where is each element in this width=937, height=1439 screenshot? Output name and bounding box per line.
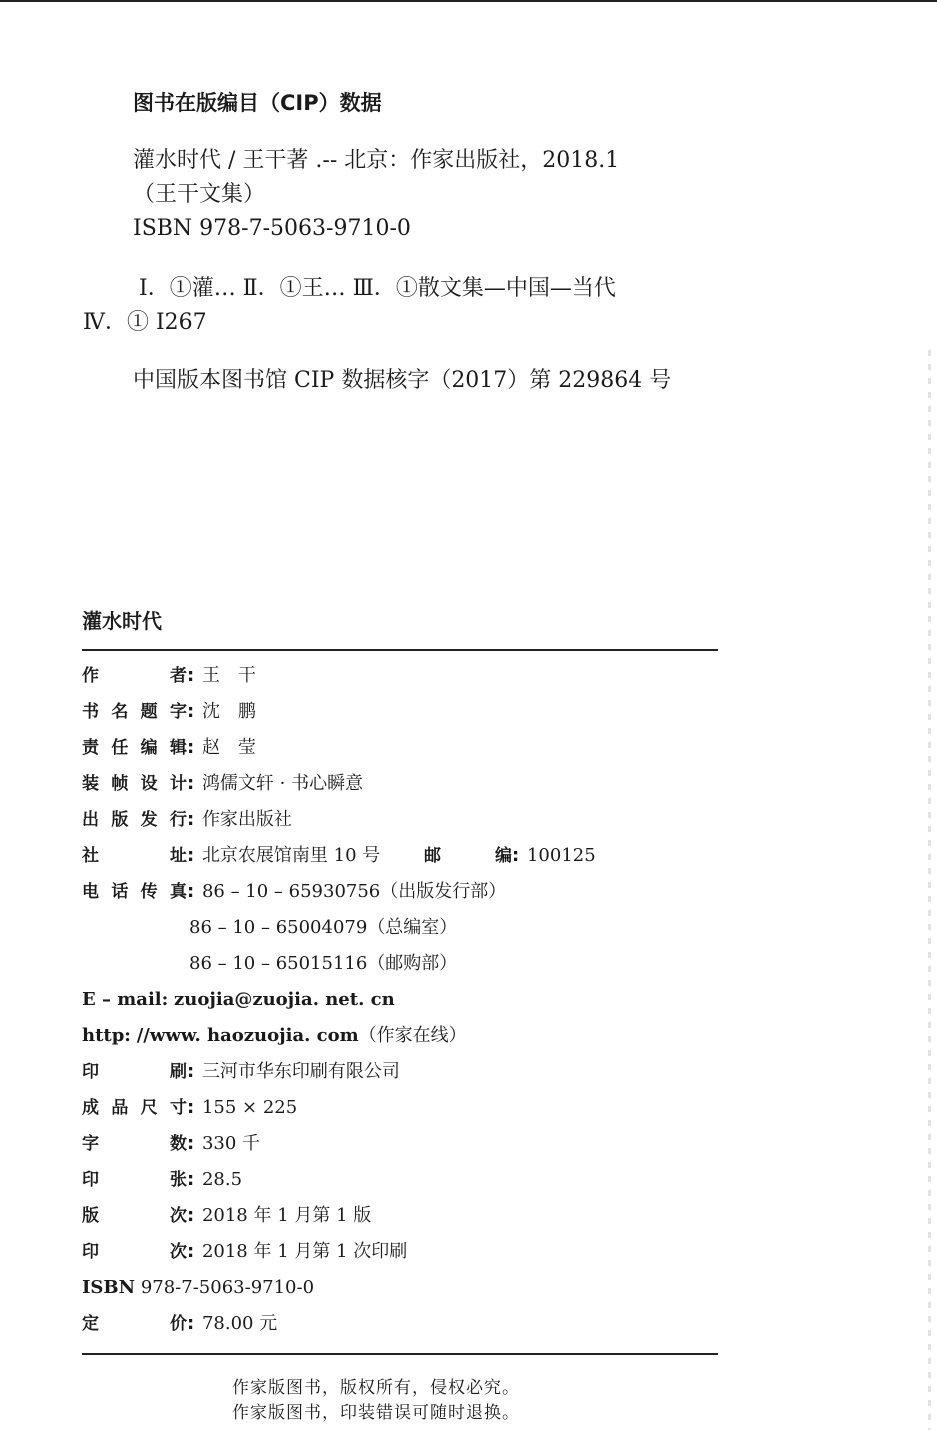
copyright-notice (232, 1376, 520, 1426)
row-edition: 版次: 2018 年 1 月第 1 版 (82, 1198, 722, 1234)
row-price: 定价: 78.00 元 (82, 1306, 722, 1342)
publisher-label: 出版发行 (82, 810, 187, 830)
sheets-label: 印张 (82, 1170, 187, 1190)
edition-value: 2018 年 1 月第 1 版 (201, 1205, 372, 1226)
isbn-label: ISBN (82, 1277, 136, 1298)
row-design: 装帧设计: 鸿儒文轩 · 书心瞬意 (82, 766, 722, 802)
row-publisher: 出版发行: 作家出版社 (82, 802, 722, 838)
row-phone: 电话传真: 86 – 10 – 65930756（出版发行部） (82, 874, 722, 910)
row-calligraphy: 书名题字: 沈 鹏 (82, 694, 722, 730)
words-label: 字数 (82, 1134, 187, 1154)
page-edge-shadow (928, 350, 931, 1430)
cip-title: 图书在版编目（CIP）数据 (133, 91, 382, 115)
row-editor: 责任编辑: 赵 莹 (82, 730, 722, 766)
row-website (82, 1018, 722, 1054)
editor-value: 赵 莹 (201, 737, 256, 758)
website-value: //www. haozuojia. com (136, 1025, 359, 1046)
cip-series: （王干文集） (133, 182, 266, 207)
row-author: 作者: 王 干 (82, 658, 722, 694)
row-printing: 印次: 2018 年 1 月第 1 次印刷 (82, 1234, 722, 1270)
phone-value-3: 86 – 10 – 65015116（邮购部） (189, 953, 458, 974)
size-value: 155 × 225 (201, 1097, 298, 1118)
price-value: 78.00 元 (201, 1313, 278, 1334)
sheets-value: 28.5 (201, 1169, 243, 1190)
publisher-value: 作家出版社 (201, 809, 292, 830)
divider-bottom (82, 1353, 718, 1355)
isbn-value: 978-7-5063-9710-0 (140, 1277, 315, 1298)
row-size: 成品尺寸: 155 × 225 (82, 1090, 722, 1126)
book-title: 灌水时代 (82, 609, 162, 633)
printing-value: 2018 年 1 月第 1 次印刷 (201, 1241, 408, 1262)
row-words: 字数: 330 千 (82, 1126, 722, 1162)
top-border (0, 0, 937, 2)
phone-value-2: 86 – 10 – 65004079（总编室） (189, 917, 458, 938)
cip-block (83, 86, 753, 398)
email-label: E – mail: (82, 989, 169, 1010)
row-printer: 印刷: 三河市华东印刷有限公司 (82, 1054, 722, 1090)
postcode-value: 100125 (526, 845, 596, 866)
calligraphy-value: 沈 鹏 (201, 701, 256, 722)
copyright-line-2: 作家版图书，印装错误可随时退换。 (232, 1403, 520, 1423)
size-label: 成品尺寸 (82, 1098, 187, 1118)
words-value: 330 千 (201, 1133, 261, 1154)
printer-value: 三河市华东印刷有限公司 (201, 1061, 400, 1082)
cip-book-line: 灌水时代 / 王干著 .-- 北京：作家出版社，2018.1 (133, 148, 620, 173)
design-value: 鸿儒文轩 · 书心瞬意 (201, 773, 364, 794)
phone-value-1: 86 – 10 – 65930756（出版发行部） (201, 881, 507, 902)
row-isbn (82, 1270, 722, 1306)
cip-classification-2: Ⅳ．① I267 (83, 310, 207, 335)
design-label: 装帧设计 (82, 774, 187, 794)
website-note: （作家在线） (358, 1025, 467, 1046)
cip-classification-1: Ⅰ．①灌… Ⅱ．①王… Ⅲ．①散文集—中国—当代 (139, 276, 616, 301)
author-label: 作者 (82, 666, 187, 686)
printing-label: 印次 (82, 1242, 187, 1262)
postcode-label: 邮编 (424, 846, 513, 866)
phone-label: 电话传真 (82, 882, 187, 902)
row-sheets: 印张: 28.5 (82, 1162, 722, 1198)
calligraphy-label: 书名题字 (82, 702, 187, 722)
row-phone-2 (82, 910, 722, 946)
copyright-line-1: 作家版图书，版权所有，侵权必究。 (232, 1378, 520, 1398)
cip-isbn: ISBN 978-7-5063-9710-0 (133, 216, 411, 241)
address-label: 社址 (82, 846, 187, 866)
price-label: 定价 (82, 1314, 187, 1334)
editor-label: 责任编辑 (82, 738, 187, 758)
divider-top (82, 649, 718, 651)
row-address: 社址: 北京农展馆南里 10 号 邮编: 100125 (82, 838, 722, 874)
row-email (82, 982, 722, 1018)
row-phone-3 (82, 946, 722, 982)
website-label: http: (82, 1025, 131, 1046)
imprint-info (82, 658, 722, 1342)
edition-label: 版次 (82, 1206, 187, 1226)
email-value: zuojia@zuojia. net. cn (174, 989, 395, 1010)
author-value: 王 干 (201, 665, 256, 686)
address-value: 北京农展馆南里 10 号 (201, 845, 381, 866)
printer-label: 印刷 (82, 1062, 187, 1082)
cip-verification: 中国版本图书馆 CIP 数据核字（2017）第 229864 号 (133, 368, 672, 393)
